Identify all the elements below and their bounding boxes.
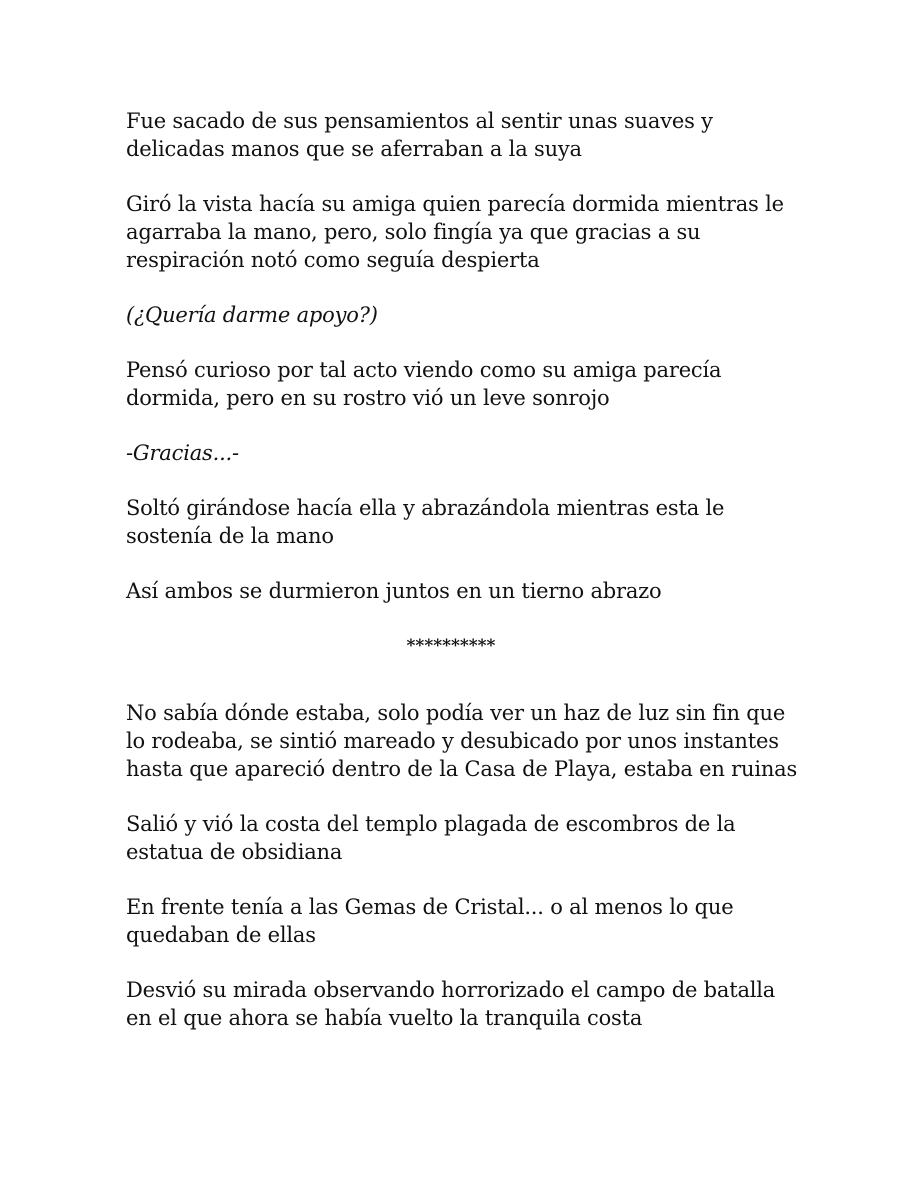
paragraph: No sabía dónde estaba, solo podía ver un haz de luz sin fin que lo rodeaba, se sintió mareado y desubicado por unos instantes hasta que apareció dentro de la Casa de Playa, estaba en ruinas	[126, 701, 798, 781]
document-page	[126, 107, 806, 1059]
paragraph: Pensó curioso por tal acto viendo como su amiga parecía dormida, pero en su rostro vió un leve sonrojo	[126, 358, 722, 410]
paragraph: Giró la vista hacía su amiga quien parecía dormida mientras le agarraba la mano, pero, solo fingía ya que gracias a su respiración notó como seguía despierta	[126, 192, 784, 272]
separator-gap	[126, 687, 806, 699]
paragraph: Desvió su mirada observando horrorizado el campo de batalla en el que ahora se había vuelto la tranquila costa	[126, 978, 776, 1030]
paragraph: Fue sacado de sus pensamientos al sentir unas suaves y delicadas manos que se aferraban a la suya	[126, 109, 713, 161]
italic-dialogue: -Gracias...-	[126, 441, 239, 465]
paragraph: Así ambos se durmieron juntos en un tierno abrazo	[126, 579, 662, 603]
italic-thought: (¿Quería darme apoyo?)	[126, 303, 378, 327]
paragraph: Salió y vió la costa del templo plagada de escombros de la estatua de obsidiana	[126, 812, 736, 864]
paragraph: Soltó girándose hacía ella y abrazándola mientras esta le sostenía de la mano	[126, 496, 725, 548]
scene-separator: **********	[406, 636, 496, 656]
paragraph: En frente tenía a las Gemas de Cristal... o al menos lo que quedaban de ellas	[126, 895, 734, 947]
